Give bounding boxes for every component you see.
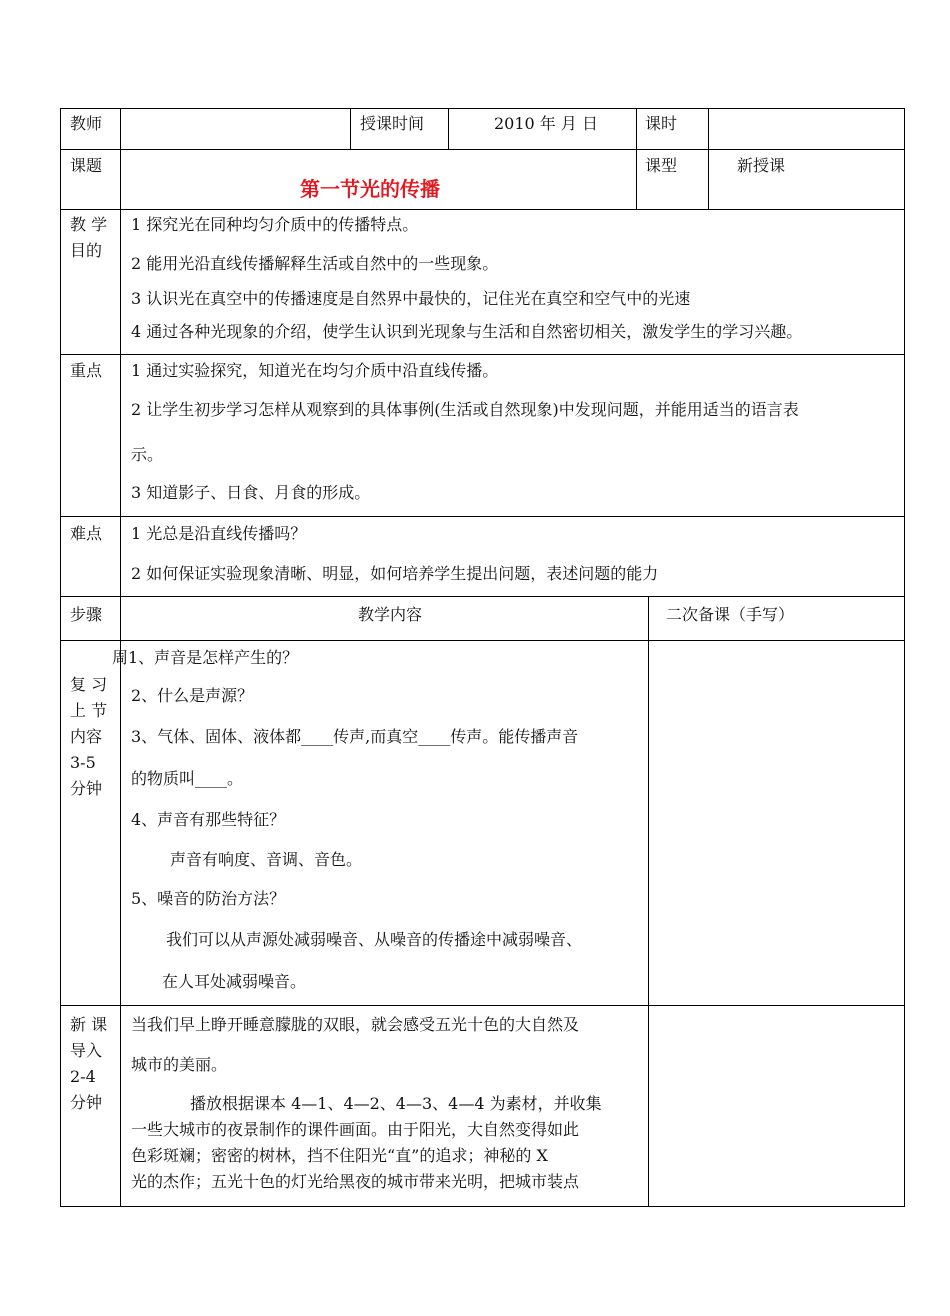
difficulties-label: 难点 (70, 524, 103, 543)
header-divider (708, 108, 709, 209)
intro-line: 当我们早上睁开睡意朦胧的双眼，就会感受五光十色的大自然及 (131, 1015, 580, 1034)
step-column-label: 步骤 (70, 605, 103, 624)
intro-line: 播放根据课本 4—1、4—2、4—3、4—4 为素材，并收集 (190, 1094, 602, 1113)
row-divider (60, 516, 905, 517)
type-label: 课型 (645, 156, 678, 175)
goal-item: 1 探究光在同种均匀介质中的传播特点。 (131, 215, 419, 234)
review-line: 4、声音有那些特征？ (131, 810, 286, 829)
intro-line: 一些大城市的夜景制作的课件画面。由于阳光，大自然变得如此 (131, 1120, 580, 1139)
time-label: 授课时间 (360, 114, 425, 133)
review-label-line: 内容 (70, 727, 103, 746)
review-label-line: 复 习 (70, 675, 108, 694)
goal-item: 3 认识光在真空中的传播速度是自然界中最快的，记住光在真空和空气中的光速 (131, 289, 691, 308)
content-column-label: 教学内容 (358, 605, 423, 624)
difficulty-line: 2 如何保证实验现象清晰、明显，如何培养学生提出问题，表述问题的能力 (131, 564, 659, 583)
row-divider (60, 149, 905, 150)
row-divider (60, 596, 905, 597)
goals-label-line: 教 学 (70, 215, 108, 234)
row-divider (60, 640, 905, 641)
intro-label-line: 2-4 (70, 1067, 96, 1086)
period-label: 课时 (645, 114, 678, 133)
review-line: 3、气体、固体、液体都____传声,而真空____传声。能传播声音 (131, 727, 579, 746)
table-border-right (904, 108, 905, 1207)
notes-column-divider (648, 596, 649, 1207)
difficulty-line: 1 光总是沿直线传播吗？ (131, 524, 307, 543)
intro-line: 光的杰作；五光十色的灯光给黑夜的城市带来光明，把城市装点 (131, 1172, 580, 1191)
goal-item: 2 能用光沿直线传播解释生活或自然中的一些现象。 (131, 254, 499, 273)
notes-column-label: 二次备课（手写） (666, 605, 795, 624)
key-point-line: 2 让学生初步学习怎样从观察到的具体事例(生活或自然现象)中发现问题，并能用适当的语言表 (131, 400, 799, 419)
review-label-line: 上 节 (70, 701, 108, 720)
table-border-top (60, 108, 905, 109)
intro-label-line: 新 课 (70, 1015, 108, 1034)
review-line: 声音有响度、音调、音色。 (170, 850, 363, 869)
teacher-label: 教师 (70, 114, 103, 133)
review-line: 5、噪音的防治方法？ (131, 889, 286, 908)
key-point-line: 示。 (131, 445, 164, 464)
goals-label-line: 目的 (70, 241, 103, 260)
key-point-line: 1 通过实验探究，知道光在均匀介质中沿直线传播。 (131, 361, 499, 380)
header-divider (448, 108, 449, 149)
review-label-line: 分钟 (70, 779, 103, 798)
review-line: 2、什么是声源？ (131, 686, 254, 705)
intro-label-line: 分钟 (70, 1093, 103, 1112)
review-line: 周1、声音是怎样产生的？ (112, 648, 299, 667)
row-divider (60, 209, 905, 210)
review-label-line: 3-5 (70, 753, 96, 772)
table-border-left (60, 108, 61, 1207)
review-line: 在人耳处减弱噪音。 (162, 972, 307, 991)
date-value: 2010 年 月 日 (494, 114, 598, 133)
intro-line: 城市的美丽。 (131, 1055, 228, 1074)
lesson-title: 第一节光的传播 (300, 177, 440, 201)
review-line: 的物质叫____。 (131, 769, 244, 788)
type-value: 新授课 (737, 156, 786, 175)
goal-item: 4 通过各种光现象的介绍，使学生认识到光现象与生活和自然密切相关，激发学生的学习兴趣。 (131, 322, 803, 341)
topic-label: 课题 (70, 156, 103, 175)
header-divider (636, 108, 637, 209)
review-line: 我们可以从声源处减弱噪音、从噪音的传播途中减弱噪音、 (166, 930, 583, 949)
key-points-label: 重点 (70, 361, 103, 380)
row-divider (60, 1005, 905, 1006)
table-border-bottom (60, 1206, 905, 1207)
row-divider (60, 354, 905, 355)
intro-label-line: 导入 (70, 1041, 103, 1060)
key-point-line: 3 知道影子、日食、月食的形成。 (131, 483, 371, 502)
header-divider (350, 108, 351, 149)
intro-line: 色彩斑斓；密密的树林，挡不住阳光“直”的追求；神秘的 X (131, 1146, 548, 1165)
